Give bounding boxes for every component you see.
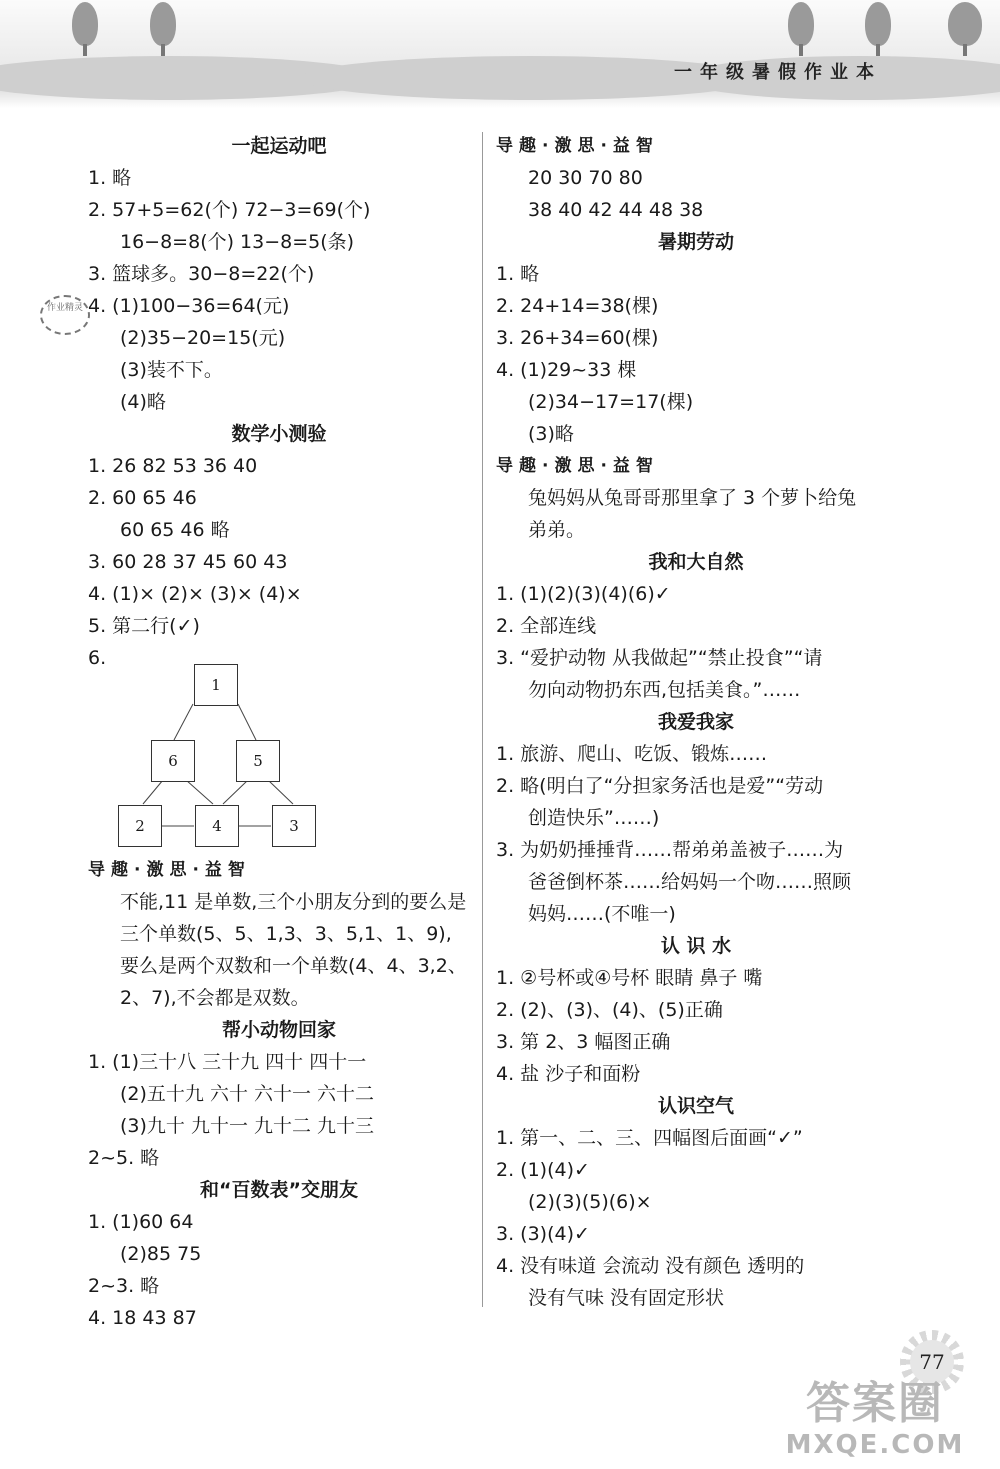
answer-line: 4. 没有味道 会流动 没有颜色 透明的 xyxy=(496,1255,805,1277)
watermark-logo-text: 答案圈 xyxy=(806,1378,944,1429)
pyramid-box: 1 xyxy=(194,664,238,706)
answer-line: (2)34−17=17(棵) xyxy=(528,391,694,413)
book-title: 一年级暑假作业本 xyxy=(674,62,882,83)
answer-line: 2. 24+14=38(棵) xyxy=(496,295,659,317)
answer-line: 2. 57+5=62(个) 72−3=69(个) xyxy=(88,199,371,221)
answer-line: 4. (1)× (2)× (3)× (4)× xyxy=(88,583,302,605)
answer-line: 4. 盐 沙子和面粉 xyxy=(496,1063,641,1085)
page-number: 77 xyxy=(910,1340,954,1384)
pyramid-box: 2 xyxy=(118,805,162,847)
hint-title: 导趣·激思·益智 xyxy=(496,456,659,476)
section-title: 帮小动物回家 xyxy=(221,1019,336,1041)
section-title: 认 识 水 xyxy=(660,935,732,957)
section-title: 暑期劳动 xyxy=(657,231,734,253)
tree-icon xyxy=(948,2,982,46)
tree-trunk xyxy=(83,44,87,56)
answer-line: 1. ②号杯或④号杯 眼睛 鼻子 嘴 xyxy=(496,967,763,989)
answer-line: 创造快乐”……) xyxy=(528,807,660,829)
answer-line: 3. 第 2、3 幅图正确 xyxy=(496,1031,671,1053)
site-watermark xyxy=(760,1378,990,1466)
answer-line: 1. (1)(2)(3)(4)(6)✓ xyxy=(496,583,671,605)
hint-title: 导趣·激思·益智 xyxy=(496,136,659,156)
answer-line: 没有气味 没有固定形状 xyxy=(528,1287,725,1309)
answer-line: 3. 60 28 37 45 60 43 xyxy=(88,551,288,573)
tree-icon xyxy=(865,2,891,46)
answer-line: (2)(3)(5)(6)× xyxy=(528,1191,652,1213)
answer-line: (2)85 75 xyxy=(120,1243,202,1265)
hint-title: 导趣·激思·益智 xyxy=(88,860,251,880)
answer-line: 4. (1)29~33 棵 xyxy=(496,359,637,381)
answer-line: 5. 第二行(✓) xyxy=(88,615,200,637)
answer-line: 3. (3)(4)✓ xyxy=(496,1223,590,1245)
answer-line: 2~3. 略 xyxy=(88,1275,160,1297)
answer-line: 20 30 70 80 xyxy=(528,167,643,189)
section-title: 我爱我家 xyxy=(657,711,734,733)
section-title: 认识空气 xyxy=(657,1095,734,1117)
section-title: 我和大自然 xyxy=(648,551,744,573)
answer-line: 3. 为奶奶捶捶背……帮弟弟盖被子……为 xyxy=(496,839,844,861)
hint-paragraph: 不能,11 是单数,三个小朋友分到的要么是三个单数(5、5、1,3、3、5,1、1、9),要么是两个双数和一个单数(4、4、3,2、2、7),不会都是双数。 xyxy=(120,891,467,1009)
answer-line: 2. 60 65 46 xyxy=(88,487,197,509)
tree-trunk xyxy=(963,44,967,56)
pyramid-box: 4 xyxy=(195,805,239,847)
answer-line: 1. (1)三十八 三十九 四十 四十一 xyxy=(88,1051,367,1073)
answer-line: 1. 略 xyxy=(496,263,540,285)
section-title: 数学小测验 xyxy=(231,423,327,445)
tree-icon xyxy=(788,2,814,46)
answer-line: 4. 18 43 87 xyxy=(88,1307,197,1329)
answer-line: 爸爸倒杯茶……给妈妈一个吻……照顾 xyxy=(528,871,852,893)
tree-icon xyxy=(150,2,176,46)
answer-line: (3)略 xyxy=(528,423,574,445)
number-pyramid-diagram xyxy=(88,674,470,854)
answer-line: 6. xyxy=(88,647,107,669)
header-banner xyxy=(0,0,1000,108)
answer-line: (3)装不下。 xyxy=(120,359,223,381)
hint-paragraph: 兔妈妈从兔哥哥那里拿了 3 个萝卜给兔弟弟。 xyxy=(528,487,857,541)
answer-line: 1. 第一、二、三、四幅图后面画“✓” xyxy=(496,1127,803,1149)
answer-line: 4. (1)100−36=64(元) xyxy=(88,295,290,317)
answer-line: (4)略 xyxy=(120,391,166,413)
answer-line: 60 65 46 略 xyxy=(120,519,230,541)
answer-line: 2. (1)(4)✓ xyxy=(496,1159,590,1181)
answer-line: 妈妈……(不唯一) xyxy=(528,903,676,925)
tree-trunk xyxy=(161,44,165,56)
answer-line: 1. (1)60 64 xyxy=(88,1211,194,1233)
pyramid-box: 3 xyxy=(272,805,316,847)
watermark-domain: MXQE.COM xyxy=(785,1430,965,1460)
pyramid-box: 5 xyxy=(236,740,280,782)
tree-trunk xyxy=(799,44,803,56)
tree-icon xyxy=(72,2,98,46)
answer-line: 2~5. 略 xyxy=(88,1147,160,1169)
answer-line: (3)九十 九十一 九十二 九十三 xyxy=(120,1115,375,1137)
answer-line: (2)五十九 六十 六十一 六十二 xyxy=(120,1083,375,1105)
answer-line: 1. 26 82 53 36 40 xyxy=(88,455,258,477)
answer-line: 38 40 42 44 48 38 xyxy=(528,199,704,221)
answer-line: 2. 全部连线 xyxy=(496,615,597,637)
answer-line: 2. 略(明白了“分担家务活也是爱”“劳动 xyxy=(496,775,824,797)
answer-line: 勿向动物扔东西,包括美食。”…… xyxy=(528,679,801,701)
answer-line: (2)35−20=15(元) xyxy=(120,327,286,349)
watermark-stamp: 作业精灵 xyxy=(40,295,90,335)
answer-line: 3. 篮球多。30−8=22(个) xyxy=(88,263,315,285)
answer-line: 3. “爱护动物 从我做起”“禁止投食”“请 xyxy=(496,647,823,669)
answer-line: 1. 旅游、爬山、吃饭、锻炼…… xyxy=(496,743,768,765)
pyramid-box: 6 xyxy=(151,740,195,782)
section-title: 和“百数表”交朋友 xyxy=(200,1179,358,1201)
right-column xyxy=(496,130,896,1314)
answer-line: 1. 略 xyxy=(88,167,132,189)
answer-line: 2. (2)、(3)、(4)、(5)正确 xyxy=(496,999,723,1021)
tree-trunk xyxy=(876,44,880,56)
left-column xyxy=(88,130,470,1334)
answer-line: 16−8=8(个) 13−8=5(条) xyxy=(120,231,355,253)
answer-line: 3. 26+34=60(棵) xyxy=(496,327,659,349)
section-title: 一起运动吧 xyxy=(231,135,327,157)
column-divider xyxy=(482,132,483,1307)
